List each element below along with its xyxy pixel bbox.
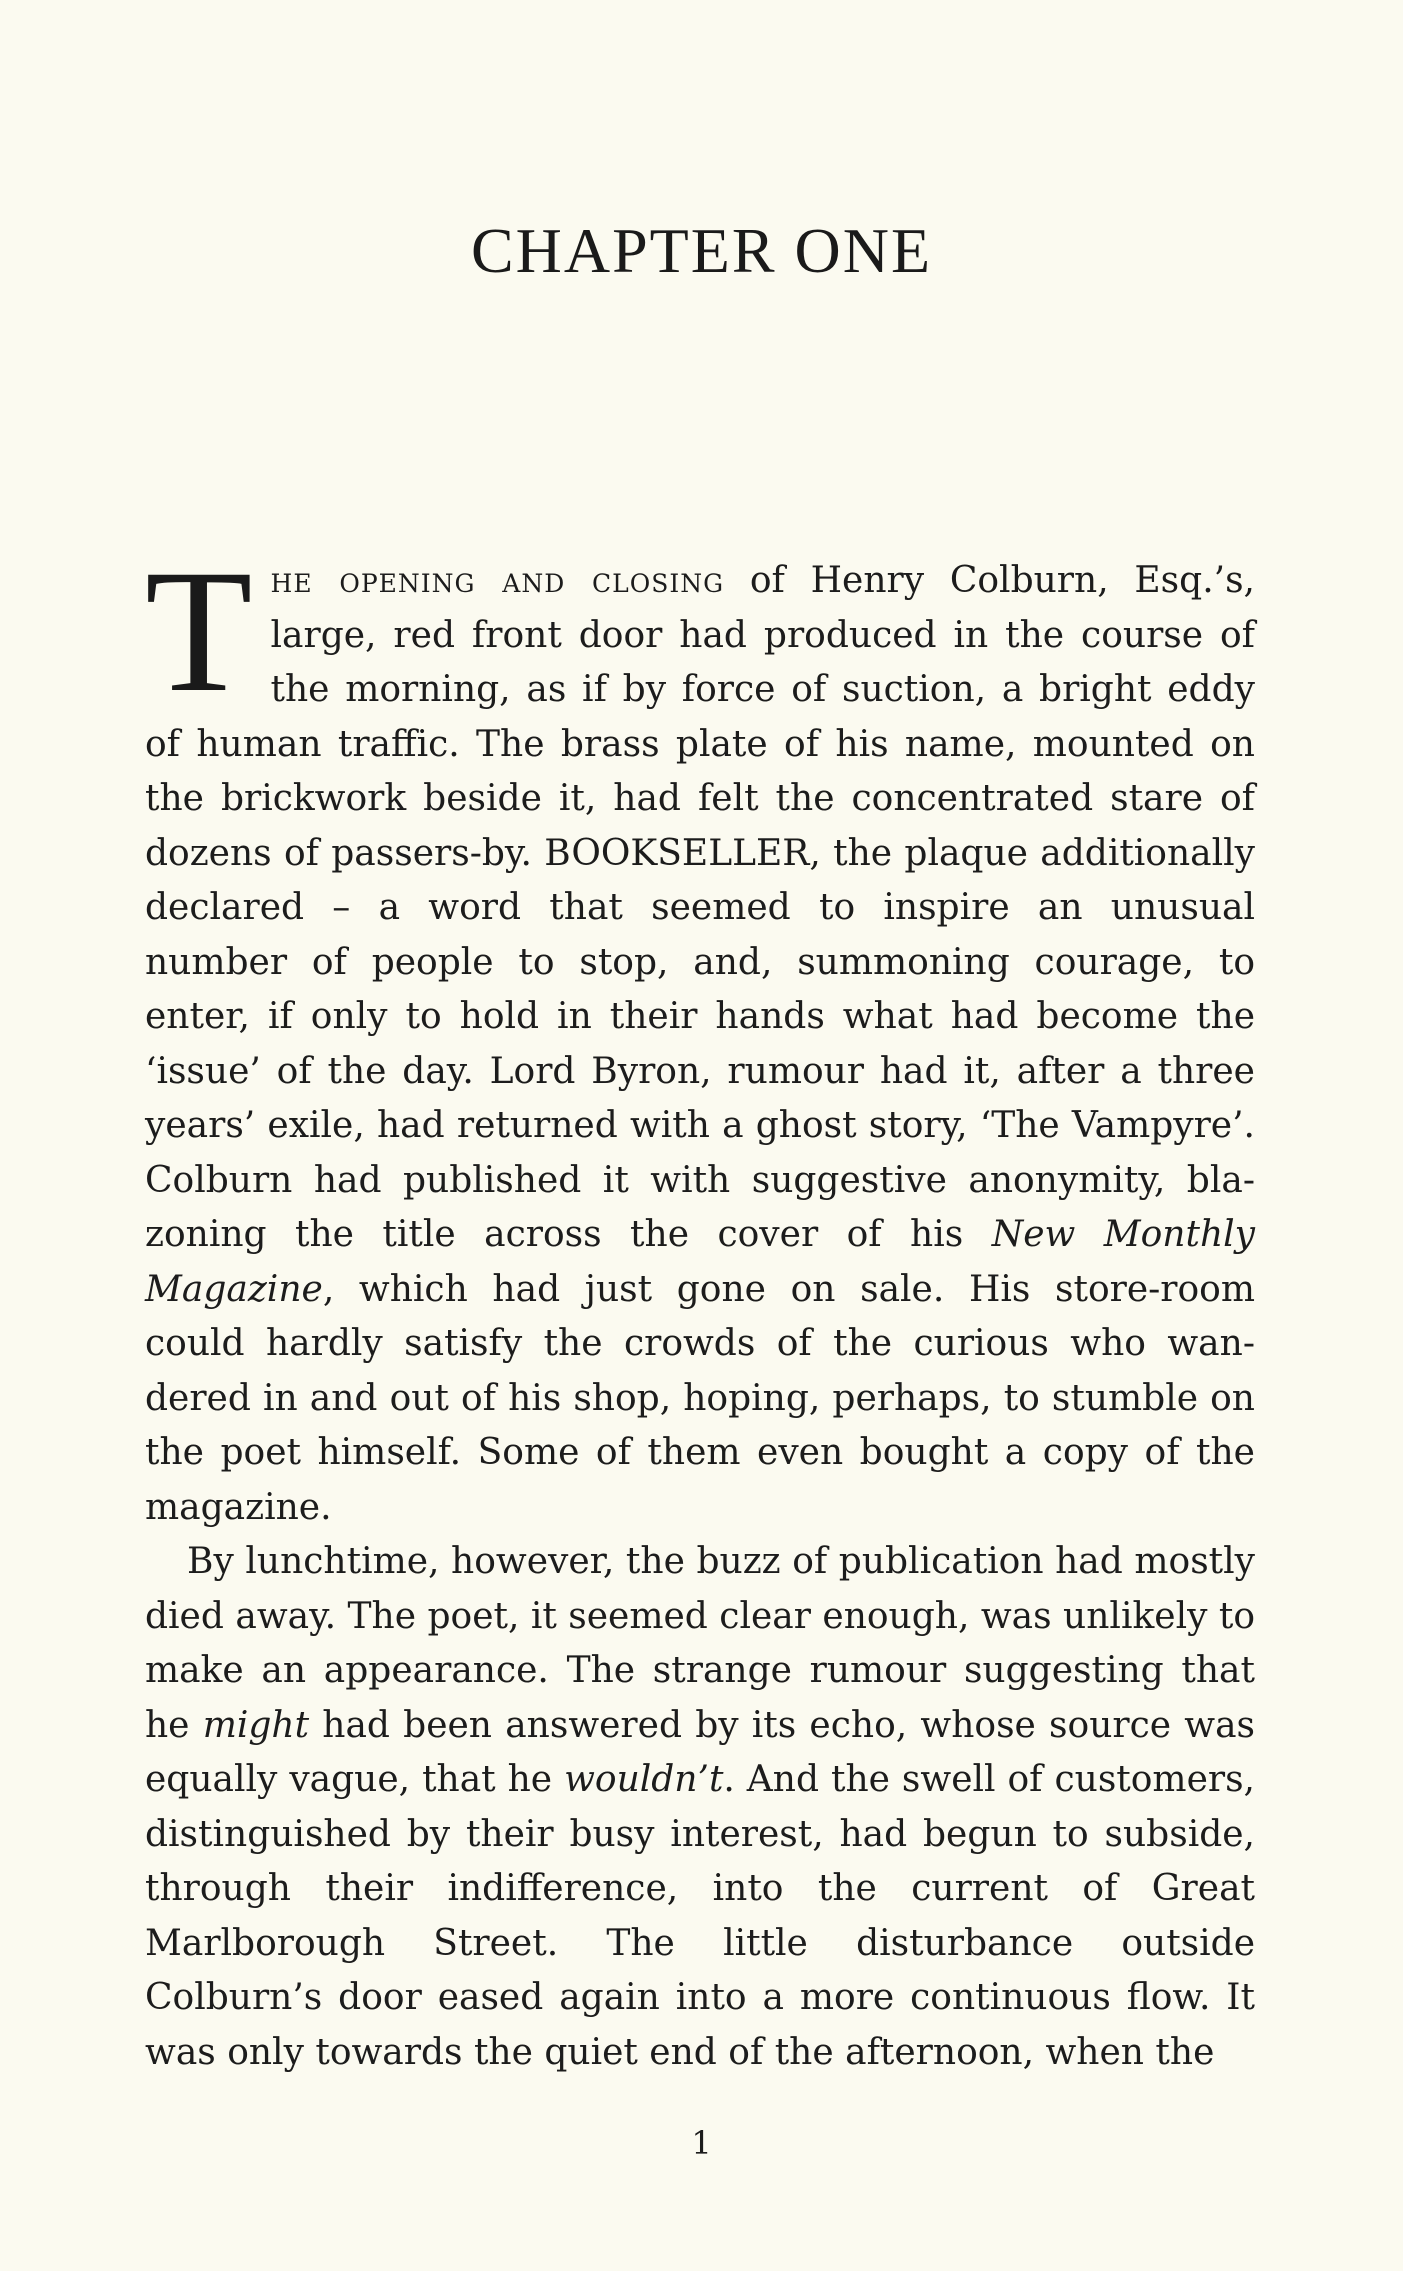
chapter-title: CHAPTER ONE [470,215,933,286]
lead-in-small-caps: he opening and closing [270,560,725,601]
magazine-title: New Monthly Magazine [145,1214,1255,1310]
paragraph-1-text-2: , which had just gone on sale. His store-room could hardly satisfy the crowds of the curious who wandered in and out of his shop, hoping, perhaps, to stumble on the poet himself. Some of them even bought a copy of the magazine. [145,1268,1255,1528]
paragraph-1-text-1: of Henry Colburn, Esq.’s, large, red front door had produced in the course of the morning, as if by force of suction, a bright eddy of human traffic. The brass plate of his name, mounted on the brickwork beside it, had felt the concentrated stare of dozens of passers-by. BOOKSELLER, the plaque additionally declared – a word that seemed to inspire an unusual number of people to stop, and, summoning courage, to enter, if only to hold in their hands what had become the ‘issue’ of the day. Lord Byron, rumour had it, after a three years’ exile, had returned with a ghost story, ‘The Vampyre’. Colburn had published it with suggestive anonymity, blazoning the title across the cover of his [145,560,1256,1255]
paragraph-2 [145,1535,1255,2080]
paragraph-2-text-2: had been answered by its echo, whose source was equally vague, that he [145,1704,1256,1800]
paragraph-2-text-3: . And the swell of customers, distinguished by their busy interest, had begun to subside, through their indifference, into the current of Great Marlborough Street. The little disturbance outside Colburn’s door eased again into a more continuous flow. It was only towards the quiet end of the afternoon, when the [145,1759,1255,2073]
paragraph-1 [145,534,1256,1535]
emphasis-might: might [202,1704,310,1746]
body-text [145,534,1256,2080]
drop-cap: T [145,534,253,729]
emphasis-wouldnt: wouldn’t [564,1759,724,1800]
paragraph-2-text-1: By lunchtime, however, the buzz of publication had mostly died away. The poet, it seemed clear enough, was unlikely to make an appearance. The strange rumour suggesting that he [145,1541,1256,1746]
page-number: 1 [691,2124,712,2162]
